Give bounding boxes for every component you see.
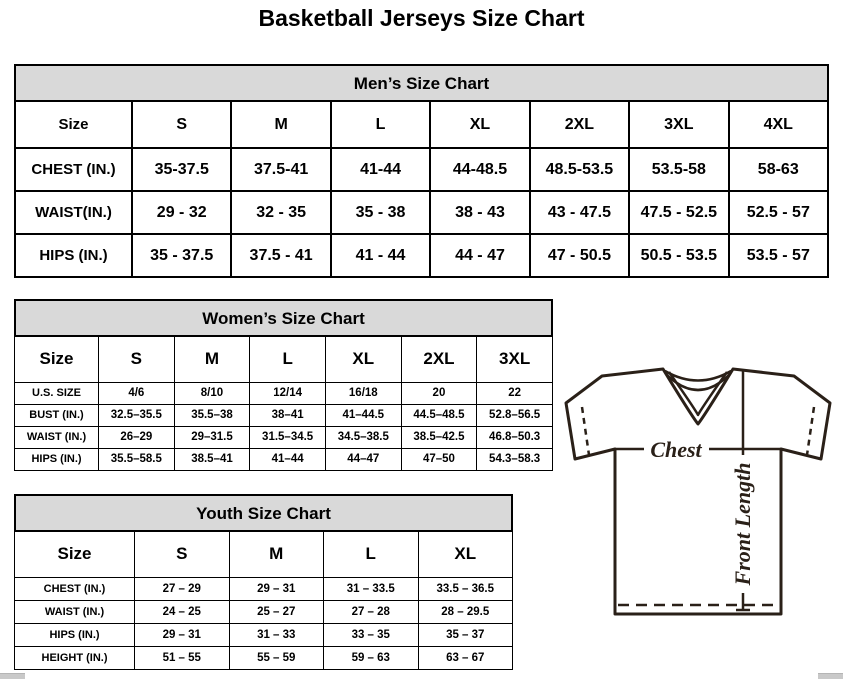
size-cell: 32.5–35.5 — [99, 404, 175, 426]
table-row — [15, 448, 553, 470]
column-header: XL — [430, 101, 529, 148]
page-title: Basketball Jerseys Size Chart — [258, 5, 585, 31]
size-cell: 53.5 - 57 — [729, 234, 828, 277]
column-header: M — [229, 531, 324, 577]
womens-size-table — [14, 335, 553, 471]
size-cell: 43 - 47.5 — [530, 191, 629, 234]
table-row — [15, 191, 828, 234]
size-cell: 47.5 - 52.5 — [629, 191, 728, 234]
size-cell: 32 - 35 — [231, 191, 330, 234]
size-cell: 27 – 29 — [135, 577, 230, 600]
size-cell: 12/14 — [250, 382, 326, 404]
table-row — [15, 646, 513, 669]
size-cell: 29 – 31 — [229, 577, 324, 600]
size-cell: 38 - 43 — [430, 191, 529, 234]
size-cell: 29 – 31 — [135, 623, 230, 646]
size-cell: 63 – 67 — [418, 646, 513, 669]
column-header: 3XL — [629, 101, 728, 148]
size-cell: 41 - 44 — [331, 234, 430, 277]
column-header: Size — [15, 531, 135, 577]
size-cell: 52.5 - 57 — [729, 191, 828, 234]
column-header: 3XL — [477, 336, 553, 382]
size-cell: 25 – 27 — [229, 600, 324, 623]
column-header: 2XL — [401, 336, 477, 382]
jersey-measurement-diagram — [556, 360, 840, 628]
womens-chart-title: Women’s Size Chart — [14, 299, 553, 335]
size-cell: 27 – 28 — [324, 600, 419, 623]
chest-label: Chest — [650, 437, 702, 462]
column-header: Size — [15, 336, 99, 382]
table-row — [15, 600, 513, 623]
table-row — [15, 234, 828, 277]
size-cell: 29 - 32 — [132, 191, 231, 234]
size-cell: 24 – 25 — [135, 600, 230, 623]
row-label: CHEST (IN.) — [15, 148, 132, 191]
column-header: M — [231, 101, 330, 148]
horizontal-scrollbar-right-button[interactable] — [818, 673, 843, 679]
size-cell: 50.5 - 53.5 — [629, 234, 728, 277]
column-header: S — [99, 336, 175, 382]
size-cell: 35 – 37 — [418, 623, 513, 646]
jersey-outline — [566, 369, 830, 614]
size-cell: 44–47 — [325, 448, 401, 470]
size-cell: 38.5–41 — [174, 448, 250, 470]
size-cell: 35.5–58.5 — [99, 448, 175, 470]
size-cell: 48.5-53.5 — [530, 148, 629, 191]
size-cell: 38.5–42.5 — [401, 426, 477, 448]
size-cell: 22 — [477, 382, 553, 404]
column-header: S — [135, 531, 230, 577]
size-cell: 44 - 47 — [430, 234, 529, 277]
size-cell: 35-37.5 — [132, 148, 231, 191]
column-header: L — [250, 336, 326, 382]
size-cell: 4/6 — [99, 382, 175, 404]
size-cell: 8/10 — [174, 382, 250, 404]
womens-size-chart — [14, 299, 553, 471]
size-cell: 47–50 — [401, 448, 477, 470]
size-cell: 34.5–38.5 — [325, 426, 401, 448]
size-cell: 54.3–58.3 — [477, 448, 553, 470]
row-label: HIPS (IN.) — [15, 623, 135, 646]
youth-size-chart — [14, 494, 513, 670]
size-cell: 35.5–38 — [174, 404, 250, 426]
size-cell: 59 – 63 — [324, 646, 419, 669]
size-cell: 52.8–56.5 — [477, 404, 553, 426]
size-cell: 35 - 37.5 — [132, 234, 231, 277]
size-cell: 26–29 — [99, 426, 175, 448]
size-cell: 44-48.5 — [430, 148, 529, 191]
size-cell: 37.5 - 41 — [231, 234, 330, 277]
row-label: HIPS (IN.) — [15, 448, 99, 470]
column-header: M — [174, 336, 250, 382]
size-cell: 35 - 38 — [331, 191, 430, 234]
size-cell: 28 – 29.5 — [418, 600, 513, 623]
youth-size-table — [14, 530, 513, 670]
column-header: S — [132, 101, 231, 148]
size-cell: 33 – 35 — [324, 623, 419, 646]
right-cuff-dashed-line — [807, 407, 814, 455]
column-header: XL — [325, 336, 401, 382]
row-label: WAIST(IN.) — [15, 191, 132, 234]
size-cell: 16/18 — [325, 382, 401, 404]
table-row — [15, 404, 553, 426]
row-label: U.S. SIZE — [15, 382, 99, 404]
header-row — [15, 531, 513, 577]
table-row — [15, 426, 553, 448]
size-cell: 20 — [401, 382, 477, 404]
column-header: 2XL — [530, 101, 629, 148]
front-length-label: Front Length — [730, 462, 755, 586]
table-row — [15, 148, 828, 191]
row-label: CHEST (IN.) — [15, 577, 135, 600]
horizontal-scrollbar-left-button[interactable] — [0, 673, 25, 679]
table-row — [15, 577, 513, 600]
size-cell: 31.5–34.5 — [250, 426, 326, 448]
youth-chart-title: Youth Size Chart — [14, 494, 513, 530]
row-label: WAIST (IN.) — [15, 600, 135, 623]
size-cell: 41-44 — [331, 148, 430, 191]
size-cell: 38–41 — [250, 404, 326, 426]
size-cell: 31 – 33 — [229, 623, 324, 646]
size-cell: 31 – 33.5 — [324, 577, 419, 600]
size-cell: 46.8–50.3 — [477, 426, 553, 448]
column-header: 4XL — [729, 101, 828, 148]
row-label: BUST (IN.) — [15, 404, 99, 426]
column-header: Size — [15, 101, 132, 148]
column-header: L — [324, 531, 419, 577]
size-cell: 44.5–48.5 — [401, 404, 477, 426]
size-cell: 51 – 55 — [135, 646, 230, 669]
mens-size-chart — [14, 64, 829, 278]
row-label: WAIST (IN.) — [15, 426, 99, 448]
row-label: HEIGHT (IN.) — [15, 646, 135, 669]
column-header: XL — [418, 531, 513, 577]
size-cell: 33.5 – 36.5 — [418, 577, 513, 600]
header-row — [15, 336, 553, 382]
header-row — [15, 101, 828, 148]
size-cell: 55 – 59 — [229, 646, 324, 669]
row-label: HIPS (IN.) — [15, 234, 132, 277]
size-cell: 53.5-58 — [629, 148, 728, 191]
left-cuff-dashed-line — [582, 407, 589, 455]
jersey-diagram-svg — [556, 360, 840, 628]
table-row — [15, 623, 513, 646]
size-cell: 58-63 — [729, 148, 828, 191]
column-header: L — [331, 101, 430, 148]
size-cell: 41–44.5 — [325, 404, 401, 426]
size-cell: 29–31.5 — [174, 426, 250, 448]
mens-chart-title: Men’s Size Chart — [14, 64, 829, 100]
size-cell: 47 - 50.5 — [530, 234, 629, 277]
size-cell: 37.5-41 — [231, 148, 330, 191]
mens-size-table — [14, 100, 829, 278]
size-cell: 41–44 — [250, 448, 326, 470]
table-row — [15, 382, 553, 404]
